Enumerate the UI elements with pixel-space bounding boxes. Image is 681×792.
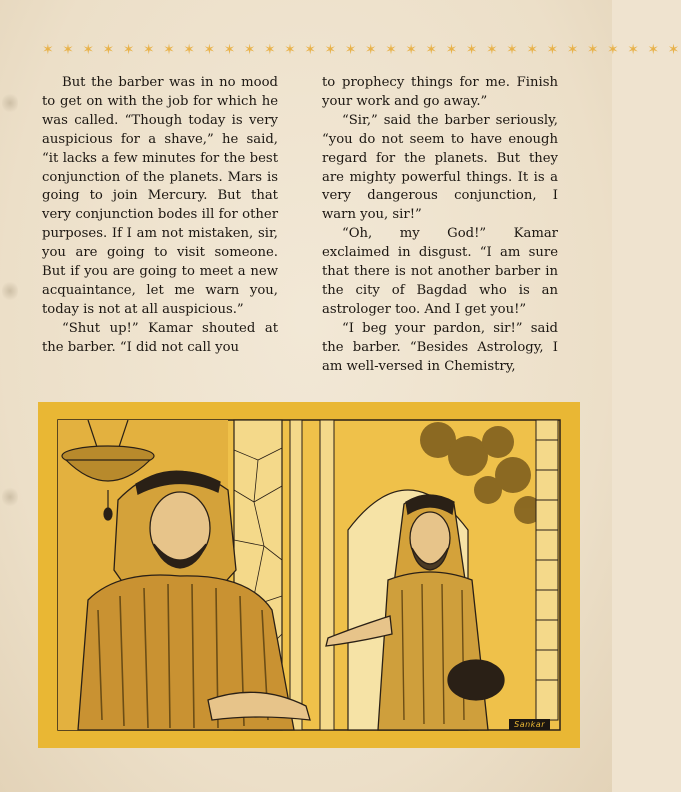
paragraph: “Sir,” said the barber seriously, “you do not seem to have enough regard for the planets. But they are mighty powerful things. It is a very dangerous conjunction, I warn you, sir!”	[322, 112, 558, 223]
page-edge-mark	[2, 280, 18, 302]
page-edge-mark	[2, 92, 18, 114]
paragraph: “Oh, my God!” Kamar exclaimed in disgust. “I am sure that there is not another barber in the city of Bagdad who is an astrologer too. And I get you!”	[322, 226, 558, 317]
paragraph: “Shut up!” Kamar shouted at the barber. “I did not call you	[42, 320, 278, 355]
paragraph: to prophecy things for me. Finish your work and go away.”	[322, 75, 558, 109]
lattice-screen	[536, 420, 558, 720]
paragraph: “I beg your pardon, sir!” said the barber. “Besides Astrology, I am well-versed in Chemistry,	[322, 320, 558, 374]
paragraph: But the barber was in no mood to get on with the job for which he was called. “Though today is very auspicious for a shave,” he said, “it lacks a few minutes for the best conjunction of the planets. Mars is going to join Mercury. But that very conjunction bodes ill for other purposes. If I am not mistaken, sir, you are going to visit someone. But if you are going to meet a new acquaintance, let me warn you, today is not at all auspicious.”	[42, 75, 278, 317]
artist-signature: Sankar	[509, 719, 550, 730]
page-edge-mark	[2, 486, 18, 508]
decorative-star-border: ✶ ✶ ✶ ✶ ✶ ✶ ✶ ✶ ✶ ✶ ✶ ✶ ✶ ✶ ✶ ✶ ✶ ✶ ✶ ✶ ✶ ✶ ✶ ✶ ✶ ✶ ✶ ✶ ✶ ✶ ✶ ✶	[42, 42, 681, 58]
text-column-left	[42, 74, 278, 358]
text-column-right	[322, 74, 558, 377]
illustration-panel	[38, 402, 580, 748]
illustration-kamar-and-barber	[58, 420, 560, 730]
